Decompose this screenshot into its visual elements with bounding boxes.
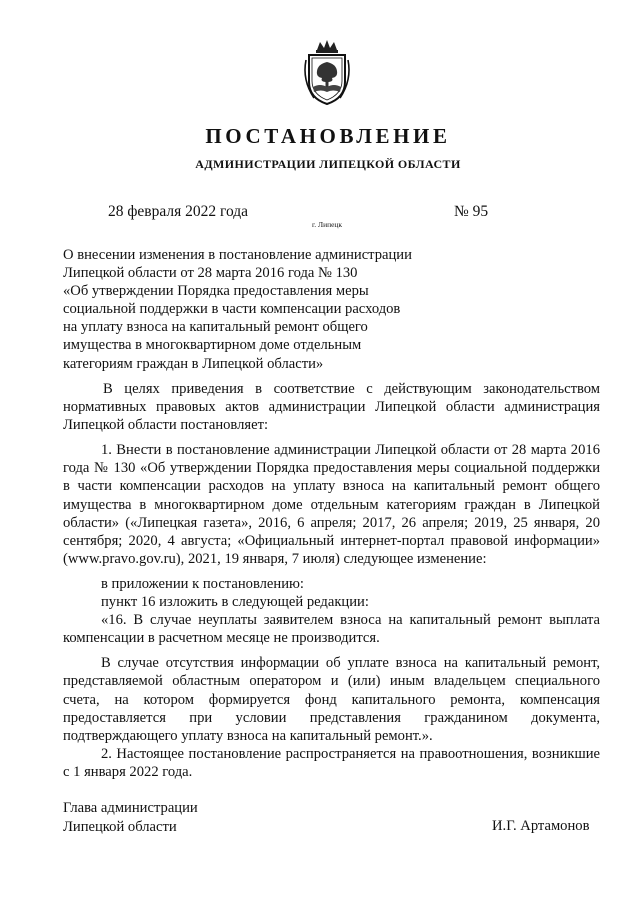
subject-line: «Об утверждении Порядка предоставления меры [63,283,369,300]
signatory-name: И.Г. Артамонов [492,818,590,834]
point-16-paragraph: пункт 16 изложить в следующей редакции: [101,594,369,611]
document-number: № 95 [454,203,489,220]
document-date: 28 февраля 2022 года [108,203,249,220]
document-subject [63,246,463,373]
item-2-paragraph: 2. Настоящее постановление распространяется на правоотношения, возникшие с 1 января 2022 года. [63,745,600,780]
subject-line: О внесении изменения в постановление администрации [63,247,412,263]
subject-line: Липецкой области от 28 марта 2016 года № 130 [63,265,358,282]
subject-line: социальной поддержки в части компенсации расходов [63,301,401,318]
quote-paragraph-1: «16. В случае неуплаты заявителем взноса на капитальный ремонт выплата компенсации в расчетном месяце не производится. [63,612,600,647]
signatory-position-line: Глава администрации [63,800,198,816]
quote-paragraph-2: В случае отсутствия информации об уплате взноса на капитальный ремонт, представляемой областным оператором и (или) иным владельцем специального счета, на котором формируется фонд капитального ремонта, компенсация предоставляется при условии представления гражданином документа, подтверждающего уплату взноса на капитальный ремонт.». [63,655,600,744]
item-1-paragraph: 1. Внести в постановление администрации Липецкой области от 28 марта 2016 года № 130 «Об утверждении Порядка предоставления меры социальной поддержки в части компенсации расходов на уплату взноса на капитальный ремонт общего имущества в многоквартирном доме отдельным категориям граждан в Липецкой области» («Липецкая газета», 2016, 6 апреля; 2017, 26 апреля; 2019, 25 января, 20 сентября; 2020, 4 августа; «Официальный интернет-портал правовой информации» (www.pravo.gov.ru), 2021, 19 января, 7 июля) следующее изменение: [63,442,600,567]
subject-line: на уплату взноса на капитальный ремонт общего [63,319,368,336]
signatory-position-line: Липецкой области [63,818,177,835]
appendix-paragraph: в приложении к постановлению: [101,575,304,592]
preamble-paragraph: В целях приведения в соответствие с действующим законодательством нормативных правовых актов администрации Липецкой области администрация Липецкой области постановляет: [63,381,600,434]
document-city: г. Липецк [312,220,343,229]
subject-line: имущества в многоквартирном доме отдельным [63,337,362,354]
subject-line: категориям граждан в Липецкой области» [63,355,324,372]
document-body [63,380,600,781]
issuer-subtitle: АДМИНИСТРАЦИИ ЛИПЕЦКОЙ ОБЛАСТИ [195,157,461,171]
signatory-position [63,799,198,836]
coat-of-arms-icon [300,40,354,106]
document-title: ПОСТАНОВЛЕНИЕ [205,124,451,148]
